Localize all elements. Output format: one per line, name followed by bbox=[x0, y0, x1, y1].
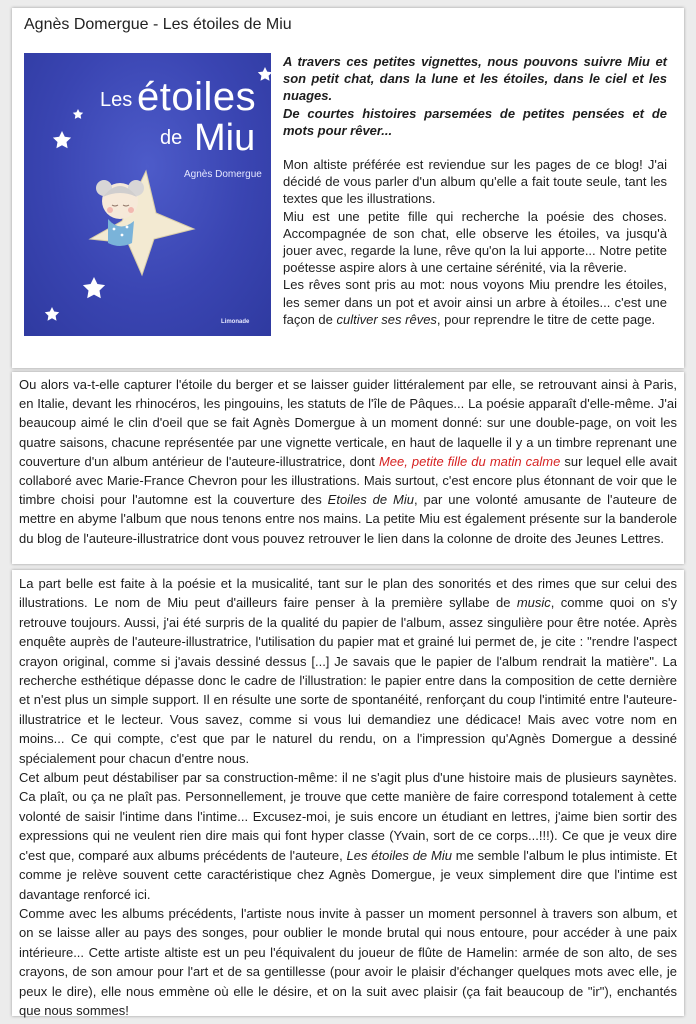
emphasis: Etoiles de Miu bbox=[327, 492, 414, 508]
intro-summary: A travers ces petites vignettes, nous pouvons suivre Miu et son petit chat, dans la lune et les étoiles, dans le ciel et les nuages. bbox=[283, 54, 667, 104]
star-icon bbox=[258, 67, 271, 81]
cover-author: Agnès Domergue bbox=[184, 169, 262, 180]
cover-title-de: de bbox=[160, 127, 183, 149]
review-card-2 bbox=[12, 570, 684, 1016]
paragraph: Cet album peut déstabiliser par sa construction-même: il ne s'agit plus d'une histoire mais de plusieurs saynètes. Ca plaît, ou ça ne plaît pas. Personnellement, je trouve que cette manière de faire correspond totalement à cette volonté de saisir l'intime dans l'intime... Excusez-moi, je suis encore un étudiant en lettres, j'aime bien sortir des expressions qui ne veulent rien dire mais qui font hyper classe (Yvain, sort de ce corps...!!!). Ce que je veux dire c'est que, comparé aux albums précédents de l'auteure, Les étoiles de Miu me semble l'album le plus intimiste. Et comme je relève souvent cette caractéristique chez Agnès Domergue, je veux simplement dire que l'intime est davantage renforcé ici. bbox=[19, 770, 677, 902]
paragraph: La part belle est faite à la poésie et la musicalité, tant sur le plan des sonorités et des rimes que sur celui des illustrations. Le nom de Miu peut d'ailleurs faire penser à la première syllabe de music, comme quoi on s'y retrouve toujours. Aussi, j'ai été surpris de la qualité du papier de l'album, assez singulière pour être notée. Après enquête auprès de l'auteure-illustratrice, l'utilisation du papier mat et grainé lui permet de, je cite : "rendre l'aspect crayon original, comme si j'avais dessiné dessus [...] Je savais que le papier de l'album rendrait la matière". La recherche esthétique dépasse donc le cadre de l'illustration: le papier entre dans la composition de cette dernière et n'est plus un simple support. Il en résulte une sorte de spontanéité, renforçant du coup l'intimité entre l'auteure-illustratrice et le lecteur. Vous savez, comme si vous lui demandiez une dédicace! Mais avec votre nom en moins... Ce qui compte, c'est que par le naturel du rendu, on a l'impression qu'Agnès Domergue a dessiné spécialement pour chacun d'entre nous. bbox=[19, 576, 678, 766]
review-text-2 bbox=[19, 574, 677, 1020]
intro-text-column bbox=[283, 53, 667, 328]
cover-title-miu: Miu bbox=[194, 117, 256, 159]
star-icon bbox=[83, 277, 105, 298]
emphasis: Les étoiles de Miu bbox=[346, 847, 452, 863]
paragraph: Les rêves sont pris au mot: nous voyons Miu prendre les étoiles, les semer dans un pot et avoir ainsi un arbre à étoiles... c'est une façon de cultiver ses rêves, pour reprendre le titre de cette page. bbox=[283, 277, 667, 327]
star-icon bbox=[53, 131, 71, 148]
review-card bbox=[12, 372, 684, 564]
review-text bbox=[19, 375, 677, 548]
star-icon bbox=[45, 307, 59, 321]
cover-title-les: Les bbox=[100, 89, 133, 111]
emphasis: music bbox=[516, 595, 551, 611]
paragraph: Comme avec les albums précédents, l'artiste nous invite à passer un moment personnel à travers son album, et on se laisse aller au pays des songes, pour oublier le monde brutal qui nous entoure, pour accéder à une paix intérieure... Cette artiste altiste est un peu l'équivalent du joueur de flûte de Hamelin: armée de son alto, de ses crayons, de son amour pour l'art et de sa gentillesse (pour avoir le plaisir d'échanger quelques mots avec elle, je peux le dire), elle nous emmène où elle le désire, et on la suit avec plaisir (ça fait beaucoup de "ir"), enchantés que nous sommes! bbox=[19, 905, 677, 1018]
paragraph: Ou alors va-t-elle capturer l'étoile du berger et se laisser guider littéralement par elle, se retrouvant ainsi à Paris, en Italie, devant les rhinocéros, les pingouins, les statuts de l'île de Pâques... La poésie apparaît d'elle-même. J'ai beaucoup aimé le clin d'oeil que se fait Agnès Domergue à un moment donné: sur une double-page, on voit les quatre saisons, chacune représentée par une vignette verticale, en haut de laquelle il y a un timbre reprenant une couverture d'un album antérieur de l'auteure-illustratrice, dont Mee, petite fille du matin calme sur lequel elle avait collaboré avec Marie-France Chevron pour les illustrations. Mais surtout, c'est encore plus étonnant de voir que le timbre choisi pour l'automne est la couverture des Etoiles de Miu, par une volonté amusante de l'auteure de mettre en abyme l'album que nous tenons entre nos mains. La petite Miu est également présente sur la banderole du blog de l'auteure-illustratrice dont vous pouvez retrouver le lien dans la colonne de droite des Jeunes Lettres. bbox=[19, 377, 678, 546]
book-cover-image bbox=[24, 53, 271, 336]
star-icon bbox=[73, 109, 83, 119]
cover-title-etoiles: étoiles bbox=[137, 75, 257, 119]
intro-summary-2: De courtes histoires parsemées de petites pensées et de mots pour rêver... bbox=[283, 105, 667, 138]
post-title: Agnès Domergue - Les étoiles de Miu bbox=[24, 16, 292, 33]
post-intro-card bbox=[12, 8, 684, 368]
emphasis: cultiver ses rêves bbox=[336, 311, 437, 327]
paragraph: Miu est une petite fille qui recherche la poésie des choses. Accompagnée de son chat, elle observe les étoiles, va jusqu'à jouer avec, regarde la lune, rêve qu'on la lui apporte... Notre petite poétesse aspire alors à une certaine sérénité, via la rêverie. bbox=[283, 208, 667, 276]
book-link[interactable]: Mee, petite fille du matin calme bbox=[378, 453, 561, 469]
cover-publisher: Limonade bbox=[221, 319, 250, 325]
paragraph: Mon altiste préférée est reviendue sur les pages de ce blog! J'ai décidé de vous parler d'un album qu'elle a fait toute seule, tant les textes que les illustrations. bbox=[283, 157, 667, 207]
